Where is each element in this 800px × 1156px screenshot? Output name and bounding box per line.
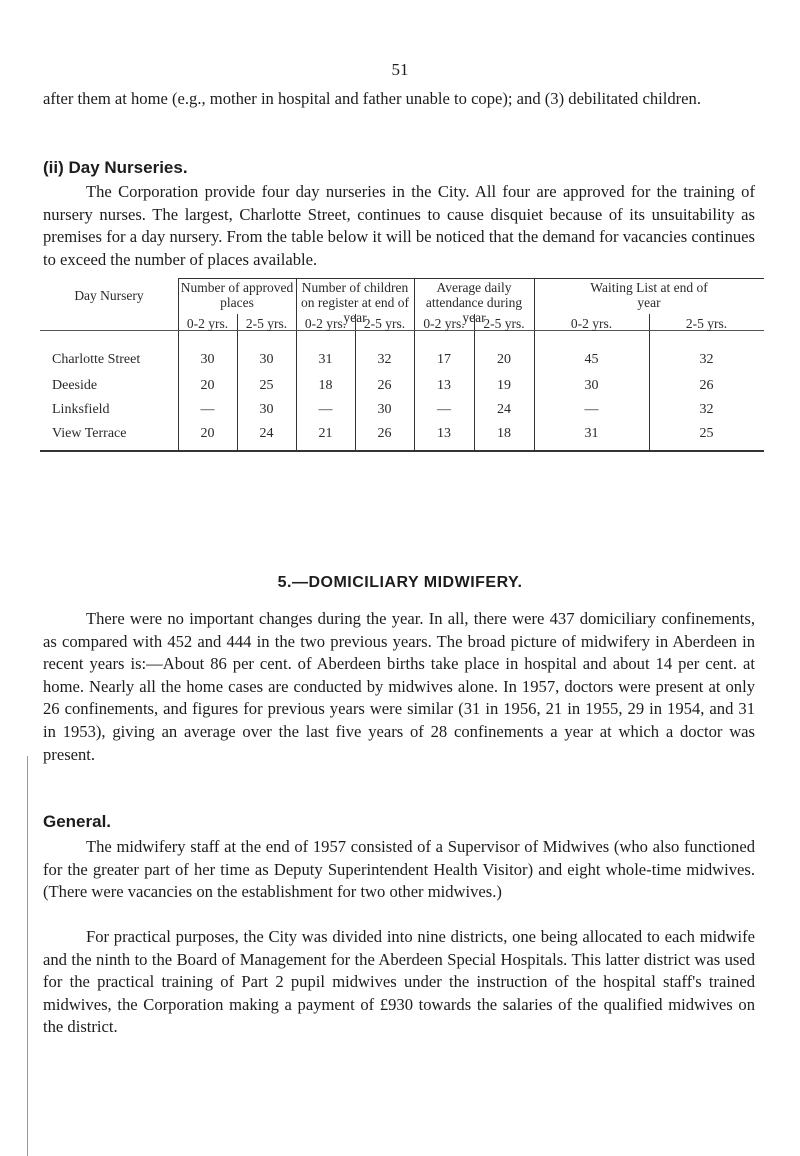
subheader: 0-2 yrs. [423, 316, 465, 331]
row-label-charlotte-street: Charlotte Street [52, 352, 141, 367]
table-cell: 20 [200, 426, 215, 441]
table-cell: 20 [497, 352, 511, 367]
table-cell: 45 [584, 352, 599, 367]
table-cell: 24 [497, 402, 511, 417]
table-cell: 30 [377, 402, 392, 417]
table-cell: 32 [377, 352, 392, 367]
row-label-deeside: Deeside [52, 378, 98, 393]
table-cell: — [318, 402, 333, 417]
table-cell: — [584, 402, 599, 417]
domiciliary-midwifery-paragraph: There were no important changes during the year. In all, there were 437 domiciliary confinements, as compared with 452 and 444 in the two previous years. The broad picture of midwifery in Aberdeen in recent years is:—About 86 per cent. of Aberdeen births take place in hospital and about 14 per cent. at home. Nearly all the home cases are conducted by midwives alone. In 1957, doctors were present at only 26 confinements, and figures for previous years were similar (31 in 1956, 21 in 1955, 29 in 1954, and 31 in 1953), giving an average over the last five years of 28 confinements a year at which a doctor was present. [43, 609, 755, 764]
table-cell: 25 [259, 378, 274, 393]
table-cell: 21 [318, 426, 333, 441]
page-edge-line [27, 756, 28, 1156]
table-cell: 13 [437, 426, 451, 441]
header-waiting-list: Waiting List at end of year [590, 280, 708, 310]
table-cell: 18 [318, 378, 333, 393]
table-cell: 26 [377, 426, 392, 441]
subheader: 2-5 yrs. [245, 316, 288, 331]
table-cell: — [437, 402, 451, 417]
general-paragraph-1: The midwifery staff at the end of 1957 consisted of a Supervisor of Midwives (who also functioned for the greater part of her time as Deputy Superintendent Health Visitor) and eight whole-time midwives. (There were vacancies on the establishment for two other midwives.) [43, 837, 755, 902]
header-approved-places: Number of approved places [180, 280, 294, 310]
general-paragraph-2: For practical purposes, the City was divided into nine districts, one being allocated to each midwife and the ninth to the Board of Management for the Aberdeen Special Hospitals. This latter district was used for the practical training of Part 2 pupil midwives under the instruction of the hospital staff's trained midwives, the Corporation making a payment of £930 towards the salaries of the qualified midwives on the district. [43, 927, 755, 1037]
table-cell: 32 [699, 402, 714, 417]
table-cell: 26 [699, 378, 714, 393]
subheader: 2-5 yrs. [363, 316, 406, 331]
table-cell: 30 [259, 402, 274, 417]
table-overlay [40, 278, 764, 428]
table-cell: 17 [437, 352, 451, 367]
intro-paragraph: after them at home (e.g., mother in hospital and father unable to cope); and (3) debilitated children. [43, 89, 701, 108]
day-nurseries-heading: (ii) Day Nurseries. [43, 158, 188, 177]
table-cell: 13 [437, 378, 451, 393]
subheader: 0-2 yrs. [570, 316, 613, 331]
general-heading: General. [43, 812, 112, 831]
table-cell: 18 [497, 426, 511, 441]
row-label-linksfield: Linksfield [52, 402, 110, 417]
table-cell: 32 [699, 352, 714, 367]
table-cell: 25 [699, 426, 714, 441]
header-children-on-register: Number of children on register at end of year [301, 280, 409, 325]
table-cell: 24 [259, 426, 274, 441]
header-average-attendance: Average daily attendance during year [425, 280, 523, 325]
table-cell: 20 [200, 378, 215, 393]
table-cell: 31 [584, 426, 599, 441]
table-cell: — [200, 402, 215, 417]
day-nurseries-paragraph: The Corporation provide four day nurseries in the City. All four are approved for the training of nursery nurses. The largest, Charlotte Street, continues to cause disquiet because of its unsuitability as premises for a day nursery. From the table below it will be noticed that the demand for vacancies continues to exceed the number of places available. [43, 182, 755, 269]
row-label-view-terrace: View Terrace [52, 426, 127, 441]
table-cell: 30 [584, 378, 599, 393]
table-cell: 19 [497, 378, 511, 393]
header-day-nursery: Day Nursery [74, 288, 144, 303]
subheader: 0-2 yrs. [304, 316, 347, 331]
table-cell: 26 [377, 378, 392, 393]
page-number: 51 [391, 60, 409, 79]
table-cell: 30 [200, 352, 215, 367]
subheader: 2-5 yrs. [483, 316, 525, 331]
subheader: 0-2 yrs. [186, 316, 229, 331]
table-cell: 30 [259, 352, 274, 367]
table-cell: 31 [318, 352, 333, 367]
subheader: 2-5 yrs. [685, 316, 728, 331]
domiciliary-midwifery-heading: 5.—DOMICILIARY MIDWIFERY. [277, 574, 523, 591]
